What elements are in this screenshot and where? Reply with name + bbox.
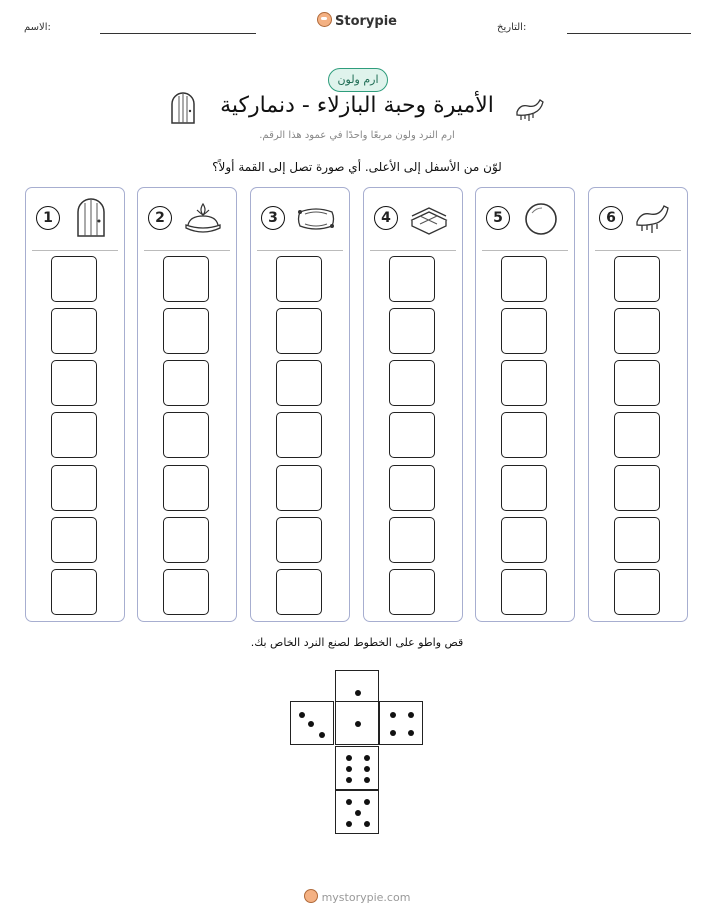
column-number: 1 [36, 206, 60, 230]
brand-logo [0, 12, 714, 29]
color-box[interactable] [276, 308, 322, 354]
color-box[interactable] [614, 569, 660, 615]
die-pip [364, 799, 370, 805]
color-box[interactable] [614, 465, 660, 511]
column-number: 6 [599, 206, 623, 230]
die-face [335, 701, 379, 745]
column-divider [32, 250, 118, 251]
die-pip [408, 712, 414, 718]
color-box[interactable] [501, 412, 547, 458]
color-box[interactable] [501, 569, 547, 615]
date-label: التاريخ: [497, 22, 527, 33]
color-box[interactable] [276, 412, 322, 458]
die-pip [346, 799, 352, 805]
color-box[interactable] [163, 569, 209, 615]
glass-slipper-icon [514, 94, 546, 122]
die-pip [308, 721, 314, 727]
die-pip [355, 690, 361, 696]
cut-instruction: قص واطو على الخطوط لصنع النرد الخاص بك. [250, 636, 464, 649]
column-4 [363, 187, 463, 622]
color-box[interactable] [389, 308, 435, 354]
column-3 [250, 187, 350, 622]
column-divider [144, 250, 230, 251]
instruction-text: لوّن من الأسفل إلى الأعلى. أي صورة تصل إلى القمة أولاً؟ [212, 160, 502, 174]
column-2 [137, 187, 237, 622]
footer [0, 889, 714, 904]
die-pip [390, 730, 396, 736]
color-box[interactable] [501, 517, 547, 563]
column-divider [595, 250, 681, 251]
color-box[interactable] [51, 517, 97, 563]
column-5 [475, 187, 575, 622]
brand-name: Storypie [335, 14, 397, 29]
color-box[interactable] [614, 517, 660, 563]
crown-icon [182, 198, 224, 238]
column-number: 5 [486, 206, 510, 230]
name-label: الاسم: [24, 22, 51, 33]
color-box[interactable] [51, 569, 97, 615]
color-box[interactable] [614, 256, 660, 302]
die-pip [346, 777, 352, 783]
name-line[interactable] [100, 33, 256, 34]
die-pip [355, 810, 361, 816]
color-box[interactable] [389, 412, 435, 458]
color-box[interactable] [51, 360, 97, 406]
die-pip [364, 766, 370, 772]
die-face [335, 746, 379, 790]
die-face [379, 701, 423, 745]
storypie-logo-icon [317, 12, 332, 27]
column-number: 2 [148, 206, 172, 230]
column-number: 3 [261, 206, 285, 230]
color-box[interactable] [501, 308, 547, 354]
color-box[interactable] [276, 517, 322, 563]
color-box[interactable] [276, 360, 322, 406]
color-box[interactable] [163, 256, 209, 302]
color-box[interactable] [389, 465, 435, 511]
color-box[interactable] [163, 465, 209, 511]
column-number: 4 [374, 206, 398, 230]
column-divider [482, 250, 568, 251]
die-pip [364, 821, 370, 827]
color-box[interactable] [163, 360, 209, 406]
page-title: الأميرة وحبة البازلاء - دنماركية [220, 93, 494, 118]
die-pip [346, 766, 352, 772]
die-pip [364, 777, 370, 783]
die-pip [364, 755, 370, 761]
color-box[interactable] [389, 517, 435, 563]
color-box[interactable] [614, 412, 660, 458]
column-1 [25, 187, 125, 622]
column-6 [588, 187, 688, 622]
die-face [335, 790, 379, 834]
color-box[interactable] [389, 569, 435, 615]
die-pip [355, 721, 361, 727]
pea-icon [520, 198, 562, 238]
color-box[interactable] [163, 308, 209, 354]
die-pip [346, 755, 352, 761]
color-box[interactable] [614, 308, 660, 354]
color-box[interactable] [501, 465, 547, 511]
die-pip [319, 732, 325, 738]
mattress-stack-icon [408, 198, 450, 238]
page-subtitle: ارم النرد ولون مربعًا واحدًا في عمود هذا الرقم. [259, 130, 455, 141]
color-box[interactable] [389, 360, 435, 406]
die-pip [346, 821, 352, 827]
footer-url[interactable]: mystorypie.com [321, 891, 411, 904]
pillow-icon [295, 198, 337, 238]
color-box[interactable] [501, 256, 547, 302]
die-pip [408, 730, 414, 736]
color-box[interactable] [614, 360, 660, 406]
color-box[interactable] [51, 465, 97, 511]
color-box[interactable] [276, 465, 322, 511]
die-pip [390, 712, 396, 718]
die-pip [299, 712, 305, 718]
color-box[interactable] [51, 412, 97, 458]
column-divider [257, 250, 343, 251]
activity-badge: ارم ولون [328, 68, 388, 92]
door-icon [70, 198, 112, 238]
color-box[interactable] [51, 256, 97, 302]
color-box[interactable] [276, 256, 322, 302]
color-box[interactable] [163, 412, 209, 458]
color-box[interactable] [51, 308, 97, 354]
glass-slipper-icon [633, 198, 675, 238]
date-line[interactable] [567, 33, 691, 34]
color-box[interactable] [276, 569, 322, 615]
color-box[interactable] [501, 360, 547, 406]
color-box[interactable] [389, 256, 435, 302]
die-face [290, 701, 334, 745]
color-box[interactable] [163, 517, 209, 563]
column-divider [370, 250, 456, 251]
storypie-footer-icon [304, 889, 318, 903]
